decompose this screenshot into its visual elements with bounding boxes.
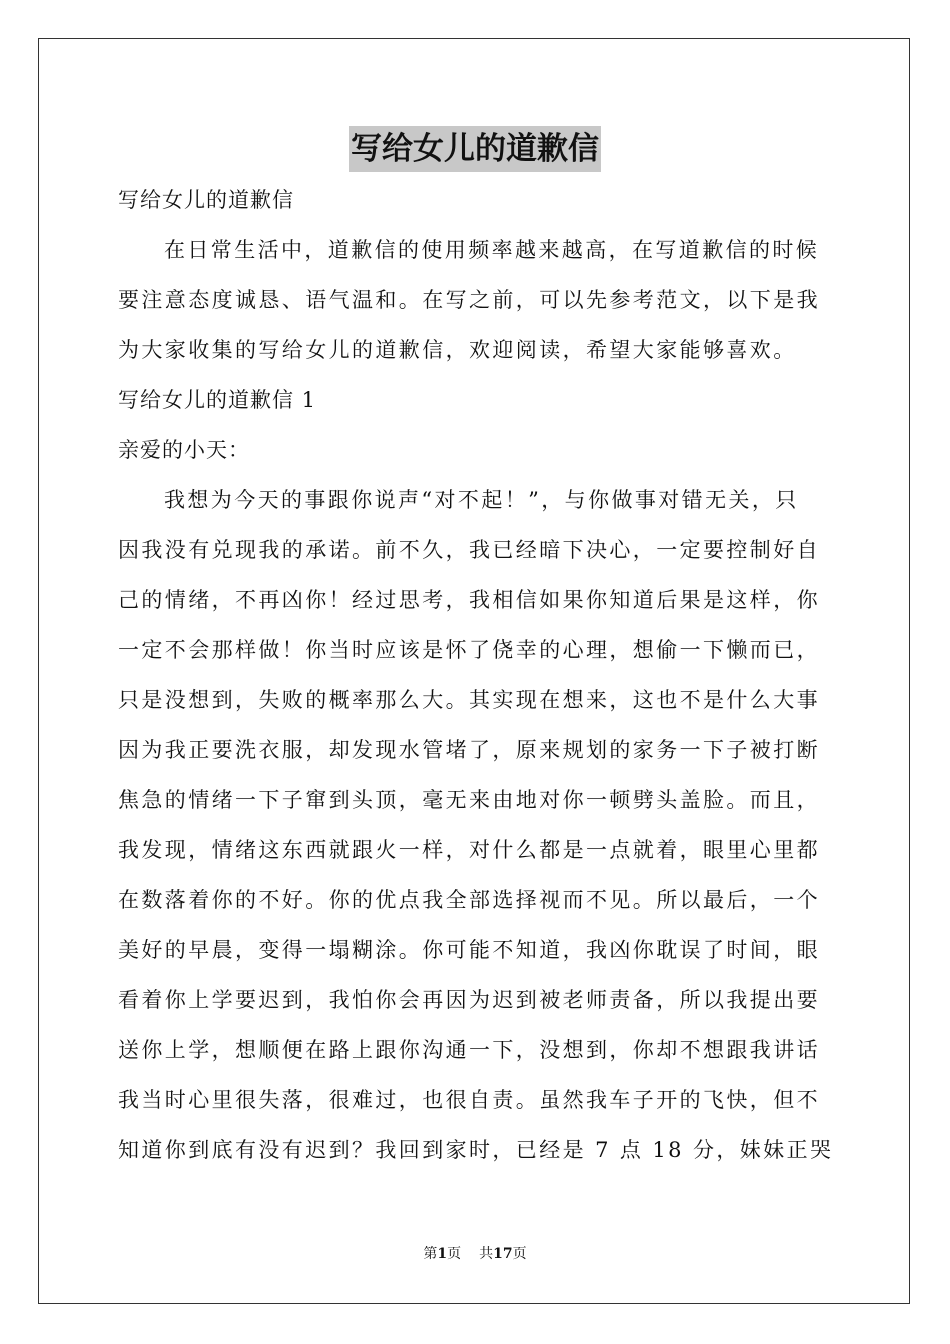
text-line: 焦急的情绪一下子窜到头顶，毫无来由地对你一顿劈头盖脸。而且， xyxy=(118,788,820,812)
total-pages: 17 xyxy=(493,1246,513,1262)
text-line: 我发现，情绪这东西就跟火一样，对什么都是一点就着，眼里心里都 xyxy=(118,838,820,862)
text-line: 知道你到底有没有迟到？我回到家时，已经是 7 点 18 分，妹妹正哭 xyxy=(118,1138,834,1162)
total-suffix: 页 xyxy=(512,1246,527,1262)
text-line: 在数落着你的不好。你的优点我全部选择视而不见。所以最后，一个 xyxy=(118,888,820,912)
text-line: 美好的早晨，变得一塌糊涂。你可能不知道，我凶你耽误了时间，眼 xyxy=(118,938,820,962)
title-container xyxy=(0,126,950,172)
page-prefix: 第 xyxy=(423,1246,438,1262)
text-line: 为大家收集的写给女儿的道歉信，欢迎阅读，希望大家能够喜欢。 xyxy=(118,338,797,362)
document-title: 写给女儿的道歉信 xyxy=(349,126,601,172)
text-line: 看着你上学要迟到，我怕你会再因为迟到被老师责备，所以我提出要 xyxy=(118,988,820,1012)
text-line: 亲爱的小天： xyxy=(118,438,250,462)
page-suffix: 页 xyxy=(447,1246,462,1262)
document-body xyxy=(118,181,834,1181)
page-number: 1 xyxy=(437,1246,448,1262)
text-line: 写给女儿的道歉信 1 xyxy=(118,388,317,412)
text-line: 在日常生活中，道歉信的使用频率越来越高，在写道歉信的时候 xyxy=(164,238,820,262)
text-line: 因为我正要洗衣服，却发现水管堵了，原来规划的家务一下子被打断 xyxy=(118,738,820,762)
text-line: 己的情绪，不再凶你！经过思考，我相信如果你知道后果是这样，你 xyxy=(118,588,820,612)
text-line: 我当时心里很失落，很难过，也很自责。虽然我车子开的飞快，但不 xyxy=(118,1088,820,1112)
text-line: 只是没想到，失败的概率那么大。其实现在想来，这也不是什么大事 xyxy=(118,688,820,712)
text-line: 因我没有兑现我的承诺。前不久，我已经暗下决心，一定要控制好自 xyxy=(118,538,820,562)
page-footer xyxy=(0,1244,950,1264)
text-line: 写给女儿的道歉信 xyxy=(118,188,294,212)
text-line: 送你上学，想顺便在路上跟你沟通一下，没想到，你却不想跟我讲话 xyxy=(118,1038,820,1062)
text-line: 一定不会那样做！你当时应该是怀了侥幸的心理，想偷一下懒而已， xyxy=(118,638,820,662)
text-line: 我想为今天的事跟你说声“对不起！”，与你做事对错无关，只 xyxy=(164,488,799,512)
text-line: 要注意态度诚恳、语气温和。在写之前，可以先参考范文，以下是我 xyxy=(118,288,820,312)
total-prefix: 共 xyxy=(479,1246,494,1262)
